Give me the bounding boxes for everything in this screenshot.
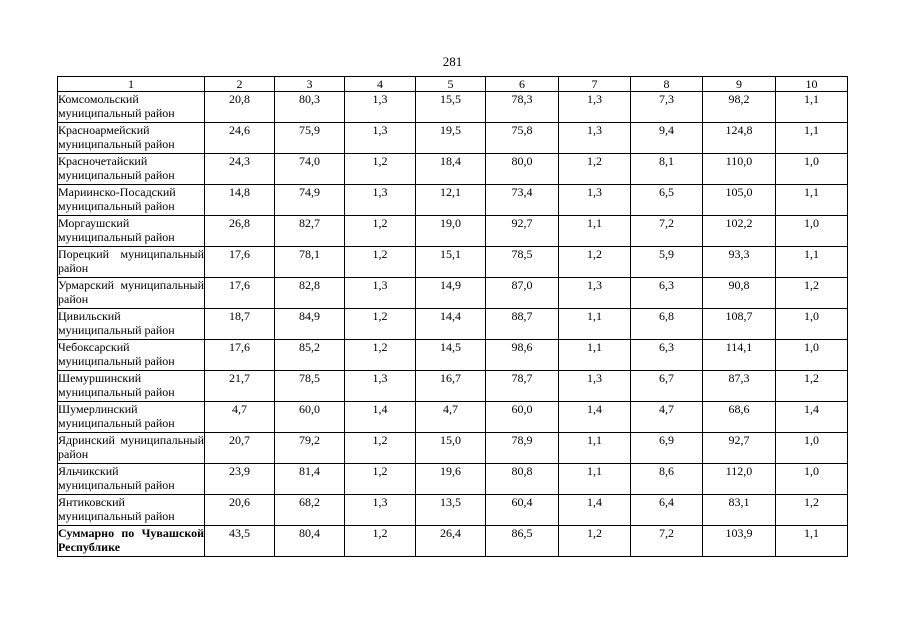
value-cell: 92,7 (486, 216, 559, 247)
column-header: 5 (416, 77, 486, 92)
table-row (58, 495, 848, 526)
value-cell: 26,4 (416, 526, 486, 557)
column-header: 2 (205, 77, 275, 92)
value-cell: 1,4 (559, 495, 631, 526)
value-cell: 60,4 (486, 495, 559, 526)
value-cell: 18,7 (205, 309, 275, 340)
table-row (58, 278, 848, 309)
value-cell: 4,7 (205, 402, 275, 433)
header-row (58, 77, 848, 92)
value-cell: 87,0 (486, 278, 559, 309)
value-cell: 82,8 (275, 278, 345, 309)
value-cell: 1,1 (776, 185, 848, 216)
value-cell: 14,8 (205, 185, 275, 216)
value-cell: 6,7 (631, 371, 703, 402)
total-row (58, 526, 848, 557)
value-cell: 21,7 (205, 371, 275, 402)
value-cell: 18,4 (416, 154, 486, 185)
value-cell: 5,9 (631, 247, 703, 278)
value-cell: 4,7 (416, 402, 486, 433)
value-cell: 1,2 (345, 433, 416, 464)
value-cell: 1,2 (559, 526, 631, 557)
value-cell: 7,3 (631, 92, 703, 123)
value-cell: 1,2 (345, 216, 416, 247)
value-cell: 16,7 (416, 371, 486, 402)
value-cell: 23,9 (205, 464, 275, 495)
value-cell: 98,2 (703, 92, 776, 123)
district-name: Красноармейский муниципальный район (58, 123, 205, 154)
table-row (58, 309, 848, 340)
value-cell: 1,3 (559, 278, 631, 309)
district-name: Яльчикский муниципальный район (58, 464, 205, 495)
value-cell: 6,5 (631, 185, 703, 216)
value-cell: 4,7 (631, 402, 703, 433)
value-cell: 68,2 (275, 495, 345, 526)
value-cell: 1,2 (776, 371, 848, 402)
value-cell: 1,2 (345, 340, 416, 371)
table-row (58, 154, 848, 185)
value-cell: 83,1 (703, 495, 776, 526)
value-cell: 1,3 (345, 92, 416, 123)
value-cell: 78,9 (486, 433, 559, 464)
value-cell: 105,0 (703, 185, 776, 216)
table-row (58, 371, 848, 402)
value-cell: 78,5 (275, 371, 345, 402)
value-cell: 78,7 (486, 371, 559, 402)
value-cell: 68,6 (703, 402, 776, 433)
value-cell: 13,5 (416, 495, 486, 526)
table-row (58, 402, 848, 433)
value-cell: 1,3 (345, 495, 416, 526)
value-cell: 6,3 (631, 278, 703, 309)
value-cell: 7,2 (631, 216, 703, 247)
value-cell: 90,8 (703, 278, 776, 309)
value-cell: 1,2 (776, 495, 848, 526)
value-cell: 12,1 (416, 185, 486, 216)
value-cell: 93,3 (703, 247, 776, 278)
value-cell: 60,0 (275, 402, 345, 433)
value-cell: 124,8 (703, 123, 776, 154)
value-cell: 80,3 (275, 92, 345, 123)
value-cell: 98,6 (486, 340, 559, 371)
value-cell: 17,6 (205, 247, 275, 278)
table-row (58, 340, 848, 371)
value-cell: 108,7 (703, 309, 776, 340)
value-cell: 81,4 (275, 464, 345, 495)
column-header: 9 (703, 77, 776, 92)
table-row (58, 433, 848, 464)
value-cell: 20,8 (205, 92, 275, 123)
value-cell: 1,0 (776, 216, 848, 247)
district-name: Комсомольский муниципальный район (58, 92, 205, 123)
value-cell: 60,0 (486, 402, 559, 433)
value-cell: 19,6 (416, 464, 486, 495)
value-cell: 78,5 (486, 247, 559, 278)
district-name: Цивильский муниципальный район (58, 309, 205, 340)
value-cell: 1,0 (776, 433, 848, 464)
value-cell: 17,6 (205, 278, 275, 309)
value-cell: 1,1 (776, 92, 848, 123)
table-row (58, 247, 848, 278)
value-cell: 6,3 (631, 340, 703, 371)
value-cell: 20,7 (205, 433, 275, 464)
value-cell: 1,3 (345, 371, 416, 402)
value-cell: 1,2 (559, 154, 631, 185)
data-table (57, 76, 848, 557)
value-cell: 80,8 (486, 464, 559, 495)
value-cell: 87,3 (703, 371, 776, 402)
value-cell: 75,8 (486, 123, 559, 154)
value-cell: 1,1 (559, 309, 631, 340)
value-cell: 1,3 (559, 185, 631, 216)
value-cell: 1,2 (345, 154, 416, 185)
value-cell: 1,2 (345, 309, 416, 340)
value-cell: 1,1 (559, 464, 631, 495)
value-cell: 103,9 (703, 526, 776, 557)
value-cell: 24,3 (205, 154, 275, 185)
value-cell: 19,5 (416, 123, 486, 154)
value-cell: 80,4 (275, 526, 345, 557)
value-cell: 15,1 (416, 247, 486, 278)
table-row (58, 216, 848, 247)
value-cell: 1,0 (776, 340, 848, 371)
value-cell: 1,0 (776, 309, 848, 340)
value-cell: 86,5 (486, 526, 559, 557)
district-name: Шумерлинский муниципальный район (58, 402, 205, 433)
value-cell: 78,1 (275, 247, 345, 278)
column-header: 6 (486, 77, 559, 92)
value-cell: 112,0 (703, 464, 776, 495)
district-name: Янтиковский муниципальный район (58, 495, 205, 526)
value-cell: 8,1 (631, 154, 703, 185)
district-name: Ядринский муниципальный район (58, 433, 205, 464)
total-label: Суммарно по Чувашской Республике (58, 526, 205, 557)
column-header: 1 (58, 77, 205, 92)
value-cell: 73,4 (486, 185, 559, 216)
value-cell: 82,7 (275, 216, 345, 247)
value-cell: 8,6 (631, 464, 703, 495)
value-cell: 1,3 (345, 185, 416, 216)
value-cell: 85,2 (275, 340, 345, 371)
value-cell: 6,9 (631, 433, 703, 464)
value-cell: 1,3 (559, 92, 631, 123)
table-row (58, 464, 848, 495)
district-name: Чебоксарский муниципальный район (58, 340, 205, 371)
value-cell: 1,0 (776, 154, 848, 185)
value-cell: 1,3 (345, 123, 416, 154)
value-cell: 74,0 (275, 154, 345, 185)
value-cell: 1,2 (345, 526, 416, 557)
value-cell: 79,2 (275, 433, 345, 464)
value-cell: 74,9 (275, 185, 345, 216)
value-cell: 20,6 (205, 495, 275, 526)
value-cell: 1,1 (776, 526, 848, 557)
value-cell: 1,2 (345, 464, 416, 495)
value-cell: 14,5 (416, 340, 486, 371)
value-cell: 1,4 (776, 402, 848, 433)
table-row (58, 92, 848, 123)
value-cell: 1,3 (559, 371, 631, 402)
district-name: Урмарский муниципальный район (58, 278, 205, 309)
column-header: 4 (345, 77, 416, 92)
column-header: 3 (275, 77, 345, 92)
district-name: Красночетайский муниципальный район (58, 154, 205, 185)
value-cell: 1,4 (345, 402, 416, 433)
value-cell: 15,0 (416, 433, 486, 464)
value-cell: 1,1 (776, 123, 848, 154)
value-cell: 88,7 (486, 309, 559, 340)
value-cell: 19,0 (416, 216, 486, 247)
value-cell: 78,3 (486, 92, 559, 123)
value-cell: 84,9 (275, 309, 345, 340)
value-cell: 1,1 (559, 340, 631, 371)
district-name: Мариинско-Посадский муниципальный район (58, 185, 205, 216)
value-cell: 7,2 (631, 526, 703, 557)
value-cell: 6,4 (631, 495, 703, 526)
table-row (58, 185, 848, 216)
value-cell: 17,6 (205, 340, 275, 371)
value-cell: 1,1 (776, 247, 848, 278)
value-cell: 1,1 (559, 433, 631, 464)
district-name: Порецкий муниципальный район (58, 247, 205, 278)
value-cell: 14,4 (416, 309, 486, 340)
value-cell: 80,0 (486, 154, 559, 185)
column-header: 7 (559, 77, 631, 92)
value-cell: 24,6 (205, 123, 275, 154)
value-cell: 1,2 (345, 247, 416, 278)
value-cell: 1,4 (559, 402, 631, 433)
value-cell: 1,2 (776, 278, 848, 309)
table-row (58, 123, 848, 154)
value-cell: 1,3 (559, 123, 631, 154)
district-name: Шемуршинский муниципальный район (58, 371, 205, 402)
value-cell: 15,5 (416, 92, 486, 123)
value-cell: 102,2 (703, 216, 776, 247)
value-cell: 1,1 (559, 216, 631, 247)
column-header: 8 (631, 77, 703, 92)
value-cell: 92,7 (703, 433, 776, 464)
value-cell: 26,8 (205, 216, 275, 247)
value-cell: 6,8 (631, 309, 703, 340)
value-cell: 1,0 (776, 464, 848, 495)
value-cell: 43,5 (205, 526, 275, 557)
column-header: 10 (776, 77, 848, 92)
value-cell: 75,9 (275, 123, 345, 154)
value-cell: 9,4 (631, 123, 703, 154)
value-cell: 114,1 (703, 340, 776, 371)
district-name: Моргаушский муниципальный район (58, 216, 205, 247)
value-cell: 1,3 (345, 278, 416, 309)
value-cell: 1,2 (559, 247, 631, 278)
value-cell: 110,0 (703, 154, 776, 185)
value-cell: 14,9 (416, 278, 486, 309)
page-number: 281 (442, 54, 463, 69)
